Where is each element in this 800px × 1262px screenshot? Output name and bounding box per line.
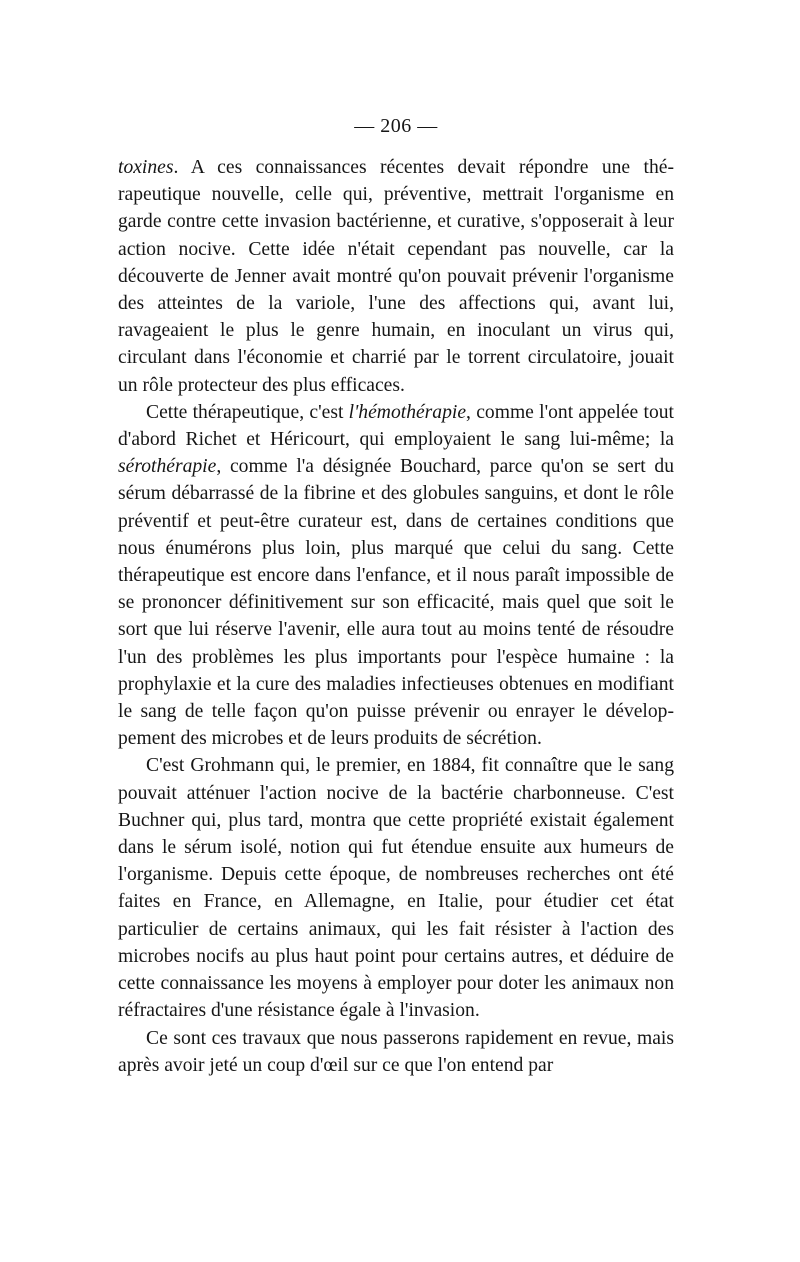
paragraph-text-span: Ce sont ces travaux que nous passerons rapidement en revue, mais après avoir jeté un coup d'œil sur ce que l'on entend par bbox=[118, 1027, 674, 1076]
paragraph-italic-span: sérothérapie bbox=[118, 456, 217, 478]
page-number: — 206 — bbox=[354, 115, 438, 137]
paragraph bbox=[118, 1025, 674, 1079]
paragraph-text-span: C'est Grohmann qui, le premier, en 1884, fit connaître que le sang pouvait atténuer l'action nocive de la bactérie charbonneuse. C'est Buchner qui, plus tard, montra que cette propriété existait également dans le sérum isolé, notion qui fut étendue ensuite aux humeurs de l'organisme. Depuis cette époque, de nombreuses recherches ont été faites en France, en Allemagne, en Italie, pour étudier cet état particulier de certains animaux, qui les fait résister à l'action des microbes nocifs au plus haut point pour certains autres, et déduire de cette connaissance les moyens à employer pour doter les animaux non réfractaires d'une résistance égale à l'invasion. bbox=[118, 755, 674, 1022]
paragraph-italic-span: toxines bbox=[118, 157, 174, 178]
paragraph bbox=[118, 154, 674, 399]
paragraph-italic-span: l'hémothérapie bbox=[348, 401, 467, 423]
paragraph-text-span: , comme l'ont appelée tout d'abord Richet et Héricourt, qui employaient le sang lui-même; la bbox=[118, 401, 674, 451]
paragraph-text-span: . A ces connaissances récentes devait répondre une thérapeutique nouvelle, celle qui, préventive, mettrait l'organisme en garde contre cette invasion bactérienne, et curative, s'opposerait à leur action nocive. Cette idée n'était cependant pas nouvelle, car la découverte de Jenner avait montré qu'on pouvait prévenir l'organisme des atteintes de la variole, l'une des affections qui, avant lui, ravageaient le plus le genre humain, en inoculant un virus qui, circulant dans l'économie et charrié par le torrent circulatoire, jouait un rôle protecteur des plus efficaces. bbox=[118, 157, 674, 396]
paragraph bbox=[118, 752, 674, 1024]
paragraph bbox=[118, 399, 674, 753]
book-page bbox=[118, 112, 674, 1079]
paragraph-text-span: Cette thérapeutique, c'est bbox=[146, 401, 349, 423]
paragraph-text-span: , comme l'a désignée Bouchard, parce qu'on se sert du sérum débarrassé de la fibrine et des globules sanguins, et dont le rôle préventif et peut-être curateur est, dans de certaines conditions que nous énumérons plus loin, plus marqué que celui du sang. Cette thérapeutique est encore dans l'enfance, et il nous paraît impossible de se prononcer définitivement sur son efficacité, mais quel que soit le sort que lui réserve l'avenir, elle aura tout au moins tenté de résoudre l'un des problèmes les plus importants pour l'espèce humaine : la prophylaxie et la cure des maladies infectieuses obtenues en modifiant le sang de telle façon qu'on puisse prévenir ou enrayer le développement des microbes et de leurs produits de sécrétion. bbox=[118, 456, 674, 750]
